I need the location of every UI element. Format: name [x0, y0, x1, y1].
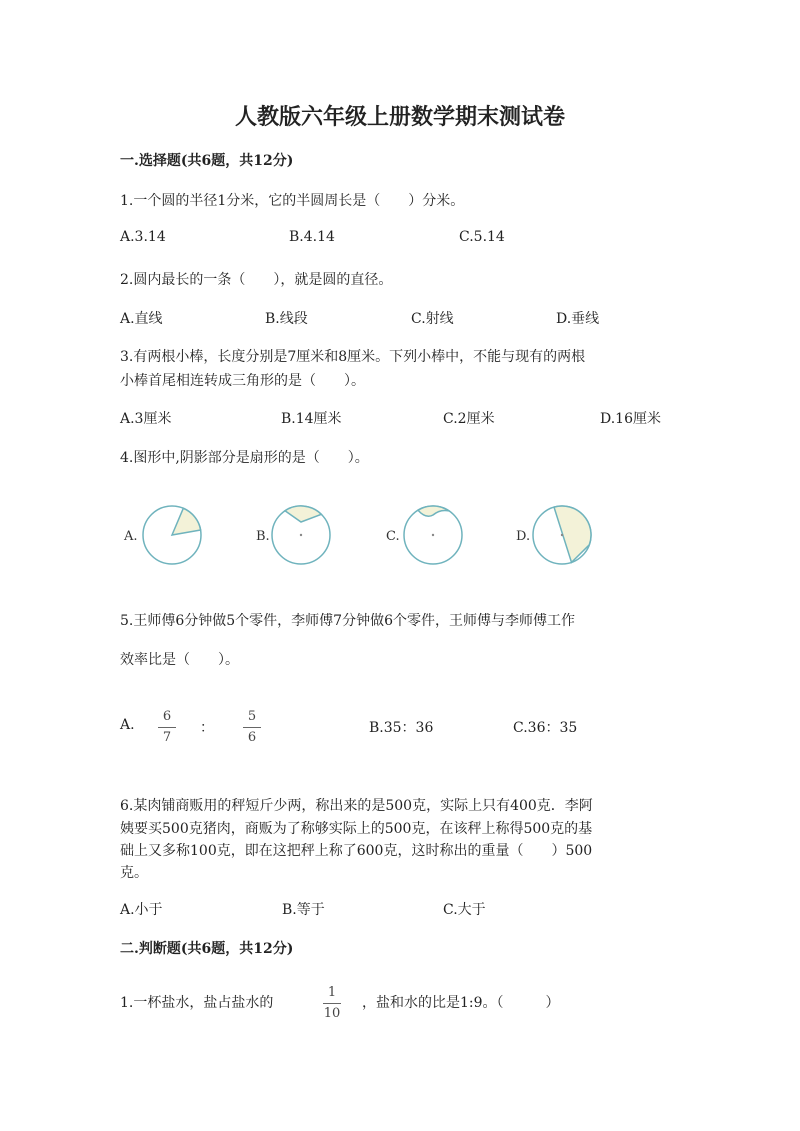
q3-option-d: D.16厘米 — [600, 411, 661, 427]
q3-option-c: C.2厘米 — [443, 411, 495, 427]
figure-a-label: A. — [124, 529, 138, 544]
question-3-line-2: 小棒首尾相连转成三角形的是（ ）。 — [120, 373, 365, 389]
q5-fraction-5-6 — [240, 709, 264, 746]
judgement-1-text-after: ，盐和水的比是1:9。（ ） — [362, 995, 560, 1011]
q6-option-a: A.小于 — [120, 902, 163, 918]
question-6-line-2: 姨要买500克猪肉，商贩为了称够实际上的500克，在该秤上称得500克的基 — [120, 821, 593, 837]
fraction-numerator: 5 — [247, 709, 257, 724]
center-dot-c — [432, 534, 434, 536]
figure-c-label: C. — [386, 529, 400, 544]
q5-option-b: B.35：36 — [369, 720, 434, 736]
question-1-text: 1.一个圆的半径1分米，它的半圆周长是（ ）分米。 — [120, 193, 465, 209]
question-4-text: 4.图形中,阴影部分是扇形的是（ ）。 — [120, 450, 369, 466]
figure-d-label: D. — [516, 529, 531, 544]
figure-b-label: B. — [256, 529, 270, 544]
q5-option-c: C.36：35 — [513, 720, 578, 736]
q2-option-b: B.线段 — [265, 311, 308, 327]
figure-a — [123, 506, 201, 564]
question-2-text: 2.圆内最长的一条（ ），就是圆的直径。 — [120, 272, 393, 288]
question-6-line-1: 6.某肉铺商贩用的秤短斤少两，称出来的是500克，实际上只有400克．李阿 — [120, 798, 593, 814]
fraction-bar — [158, 727, 176, 728]
q5-option-a-label: A. — [120, 717, 135, 733]
section-heading-choice: 一.选择题(共6题，共12分) — [120, 153, 294, 169]
fraction-numerator: 6 — [162, 709, 172, 724]
q5-ratio-colon: ： — [200, 720, 214, 736]
center-dot-d — [561, 534, 563, 536]
q1-option-c: C.5.14 — [459, 229, 505, 245]
q6-option-b: B.等于 — [282, 902, 325, 918]
figure-d — [516, 506, 591, 564]
q2-option-a: A.直线 — [120, 311, 163, 327]
q6-option-c: C.大于 — [443, 902, 486, 918]
question-3-line-1: 3.有两根小棒，长度分别是7厘米和8厘米。下列小棒中，不能与现有的两根 — [120, 349, 586, 365]
q3-option-a: A.3厘米 — [120, 411, 172, 427]
fraction-denominator: 7 — [162, 730, 172, 745]
section-heading-judgement: 二.判断题(共6题，共12分) — [120, 941, 294, 957]
fraction-denominator: 6 — [247, 730, 257, 745]
fraction-bar — [243, 727, 261, 728]
question-6-line-3: 础上又多称100克，即在这把秤上称了600克，这时称出的重量（ ）500 — [120, 843, 593, 859]
q1-option-a: A.3.14 — [120, 229, 166, 245]
figure-c — [386, 506, 462, 564]
q4-circle-figures — [118, 495, 608, 575]
judgement-1-text-before: 1.一杯盐水，盐占盐水的 — [120, 995, 274, 1011]
question-5-line-2: 效率比是（ ）。 — [120, 652, 239, 668]
q1-option-b: B.4.14 — [289, 229, 335, 245]
page-title: 人教版六年级上册数学期末测试卷 — [234, 104, 565, 130]
q5-fraction-6-7 — [155, 709, 179, 746]
judgement-1-fraction — [320, 985, 344, 1022]
fraction-numerator: 1 — [327, 985, 337, 1000]
fraction-denominator: 10 — [323, 1006, 341, 1021]
q3-option-b: B.14厘米 — [281, 411, 342, 427]
figure-b — [256, 506, 330, 564]
fraction-bar — [323, 1003, 341, 1004]
q2-option-d: D.垂线 — [556, 311, 600, 327]
question-6-line-4: 克。 — [120, 865, 148, 881]
q2-option-c: C.射线 — [411, 311, 454, 327]
question-5-line-1: 5.王师傅6分钟做5个零件，李师傅7分钟做6个零件，王师傅与李师傅工作 — [120, 613, 575, 629]
center-dot-b — [300, 534, 302, 536]
